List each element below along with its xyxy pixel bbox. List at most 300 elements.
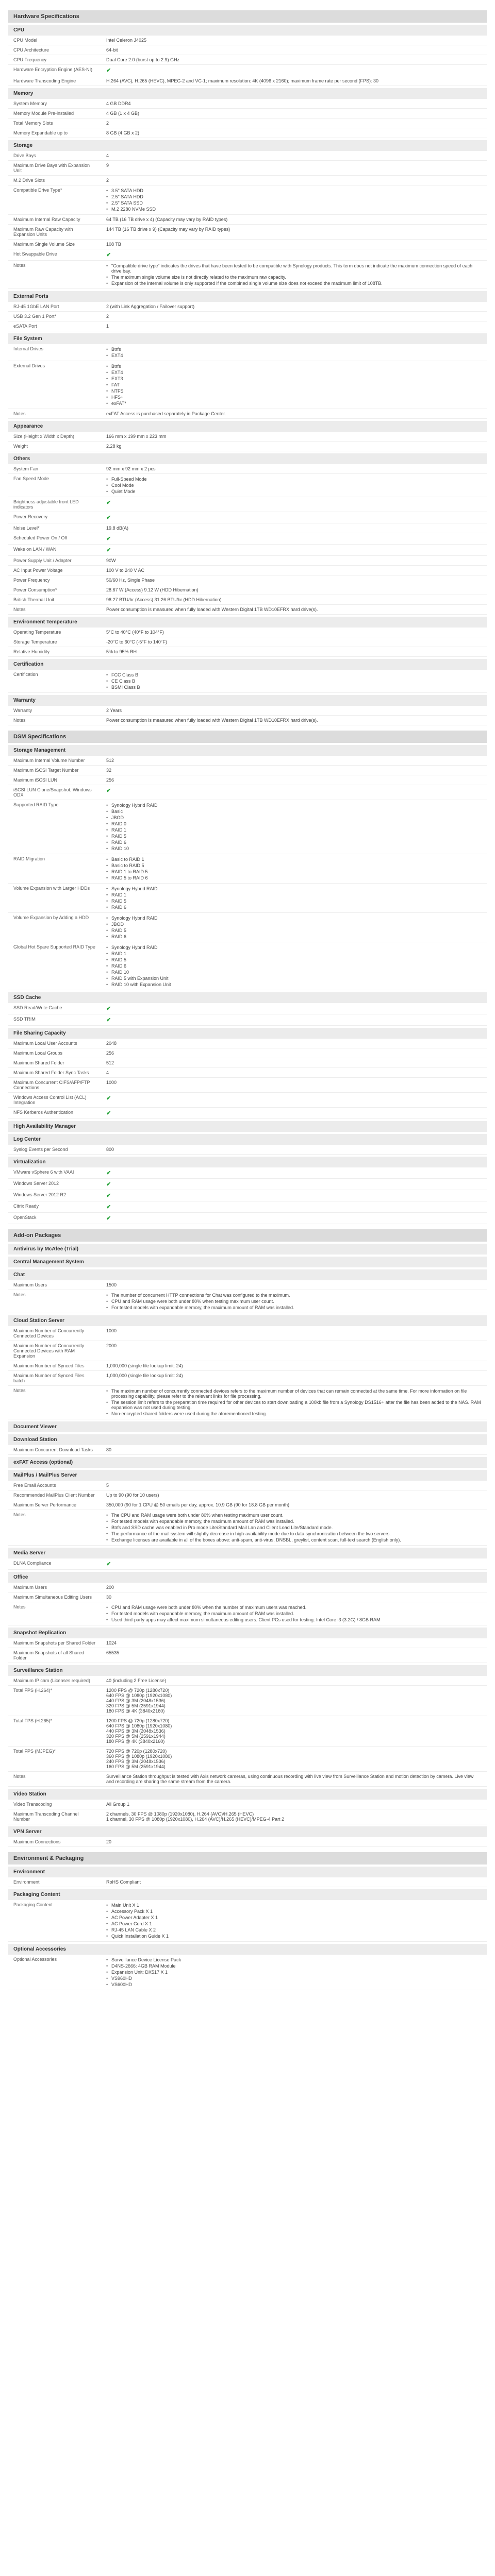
spec-label: Notes (13, 607, 26, 612)
spec-value-line: 1200 FPS @ 720p (1280x720) (106, 1688, 170, 1693)
spec-label: Video Transcoding (13, 1802, 52, 1807)
spec-row (8, 1900, 487, 1942)
spec-row (8, 512, 487, 523)
spec-row (8, 161, 487, 176)
spec-value (101, 474, 487, 497)
group-header: Chat (8, 1269, 487, 1280)
spec-list-item: • Expansion of the internal volume is only supported if the combined single volume size does not exceed the maximum limit of 108TB. (106, 280, 482, 286)
spec-label: Memory Expandable up to (13, 130, 68, 135)
spec-list-item: • exFAT* (106, 400, 482, 406)
spec-label: Maximum Internal Raw Capacity (13, 217, 80, 222)
group-header: Packaging Content (8, 1889, 487, 1900)
spec-row (8, 585, 487, 595)
spec-row (8, 523, 487, 533)
group-header: Document Viewer (8, 1421, 487, 1432)
spec-row (8, 706, 487, 716)
check-icon: ✔ (106, 67, 111, 74)
spec-list-item: • For tested models with expandable memory, the maximum amount of RAM was installed. (106, 1518, 482, 1524)
spec-row (8, 775, 487, 785)
spec-row (8, 1179, 487, 1190)
spec-list (106, 1292, 482, 1311)
spec-value: 4 (106, 1070, 109, 1075)
spec-list (106, 1902, 482, 1939)
group-header: Log Center (8, 1134, 487, 1145)
spec-label: Volume Expansion with Larger HDDs (13, 886, 90, 891)
spec-value: 50/60 Hz, Single Phase (106, 578, 155, 583)
spec-label: Maximum Users (13, 1585, 47, 1590)
spec-label: Total FPS (MJPEG)* (13, 1749, 56, 1754)
spec-row (8, 215, 487, 225)
spec-value: 98.27 BTU/hr (Access) 31.26 BTU/hr (HDD Hibernation) (106, 597, 222, 602)
spec-value-line: 2 channels, 30 FPS @ 1080p (1920x1080), H.264 (AVC)/H.265 (HEVC) (106, 1811, 254, 1817)
spec-row (8, 1800, 487, 1809)
group-header: File Sharing Capacity (8, 1028, 487, 1039)
spec-row (8, 1048, 487, 1058)
check-icon: ✔ (106, 536, 111, 542)
spec-list-item: • The session limit refers to the preparation time required for other devices to start downloading a 100kb file from a Synology DS1516+ after the file has been added to the NAS. RAM expansion was not used during testing. (106, 1399, 482, 1411)
spec-value (101, 942, 487, 990)
group-header: Video Station (8, 1789, 487, 1800)
spec-label: Notes (13, 411, 26, 416)
spec-list-item: • Basic (106, 808, 482, 815)
spec-row (8, 128, 487, 138)
spec-value: 1024 (106, 1640, 117, 1646)
spec-row (8, 76, 487, 86)
spec-label: iSCSI LUN Clone/Snapshot, Windows ODX (13, 787, 92, 798)
spec-row (8, 1213, 487, 1224)
spec-value (101, 1602, 487, 1625)
spec-row (8, 1716, 487, 1747)
spec-label: Maximum Concurrent CIFS/AFP/FTP Connections (13, 1080, 90, 1090)
check-icon: ✔ (106, 500, 111, 506)
spec-row (8, 464, 487, 474)
spec-list-item: • Quiet Mode (106, 488, 482, 495)
spec-value (101, 1955, 487, 1990)
spec-label: Supported RAID Type (13, 802, 59, 807)
spec-value (101, 1686, 487, 1716)
spec-label: Power Recovery (13, 514, 48, 519)
spec-value (101, 65, 487, 76)
spec-value: 80 (106, 1447, 112, 1452)
spec-row (8, 913, 487, 942)
spec-row (8, 1003, 487, 1014)
spec-row (8, 65, 487, 76)
spec-value: 2 (106, 121, 109, 126)
spec-list (106, 856, 482, 881)
spec-row (8, 854, 487, 884)
group-header: Environment Temperature (8, 617, 487, 628)
spec-row (8, 36, 487, 45)
group-header: SSD Cache (8, 992, 487, 1003)
spec-row (8, 1490, 487, 1500)
spec-label: SSD Read/Write Cache (13, 1005, 62, 1010)
spec-label: Hardware Transcoding Engine (13, 78, 76, 83)
spec-label: Maximum Number of Concurrently Connected Devices with RAM Expansion (13, 1343, 85, 1359)
group-header: Appearance (8, 421, 487, 432)
spec-list-item: • RAID 1 (106, 827, 482, 833)
spec-list-item: • The maximum number of concurrently connected devices refers to the maximum number of devices that can remain connected at the same time. For more information on file processing capability, please refer to the relevant links for file processing. (106, 1388, 482, 1399)
spec-value: 2 (106, 314, 109, 319)
spec-row (8, 1093, 487, 1108)
spec-list-item: • Basic to RAID 1 (106, 856, 482, 862)
spec-row (8, 118, 487, 128)
spec-value: 4 GB DDR4 (106, 101, 131, 106)
spec-row (8, 1809, 487, 1824)
spec-row (8, 533, 487, 545)
spec-list-item: • Expansion Unit: DX517 X 1 (106, 1969, 482, 1975)
spec-value: 64-bit (106, 47, 118, 53)
spec-value-line: 240 FPS @ 3M (2048x1536) (106, 1759, 166, 1764)
spec-row (8, 1747, 487, 1772)
spec-list-item: • Synology Hybrid RAID (106, 944, 482, 951)
spec-list-item: • RAID 5 (106, 957, 482, 963)
spec-value-line: 440 FPS @ 3M (2048x1536) (106, 1728, 166, 1734)
spec-list (106, 802, 482, 852)
group-header: File System (8, 333, 487, 344)
spec-list-item: • Non-encrypted shared folders were used during the aforementioned testing. (106, 1411, 482, 1417)
spec-list (106, 944, 482, 988)
spec-label: Maximum Concurrent Download Tasks (13, 1447, 93, 1452)
spec-label: Maximum Snapshots per Shared Folder (13, 1640, 96, 1646)
spec-row (8, 1326, 487, 1341)
spec-value-line: 160 FPS @ 5M (2591x1944) (106, 1764, 166, 1769)
spec-value (101, 249, 487, 260)
spec-label: Hardware Encryption Engine (AES-NI) (13, 67, 93, 72)
group-header: Memory (8, 88, 487, 99)
spec-value: 8 GB (4 GB x 2) (106, 130, 140, 135)
spec-label: Maximum Local User Accounts (13, 1041, 77, 1046)
spec-list-item: • Used third-party apps may affect maximum simultaneous editing users. Client PCs used for testing: Intel Core i3 (3.2G) / 8GB RAM (106, 1617, 482, 1623)
spec-row (8, 545, 487, 556)
group-header: Snapshot Replication (8, 1628, 487, 1638)
spec-label: NFS Kerberos Authentication (13, 1110, 74, 1115)
check-icon: ✔ (106, 1017, 111, 1023)
spec-row (8, 432, 487, 442)
spec-row (8, 261, 487, 289)
spec-row (8, 595, 487, 605)
spec-value: 65535 (106, 1650, 120, 1655)
check-icon: ✔ (106, 788, 111, 794)
check-icon: ✔ (106, 547, 111, 553)
spec-row (8, 1638, 487, 1648)
group-header: Storage (8, 140, 487, 151)
spec-value (101, 1190, 487, 1201)
spec-row (8, 628, 487, 637)
spec-label: Windows Server 2012 (13, 1181, 59, 1186)
spec-value-line: 320 FPS @ 5M (2591x1944) (106, 1734, 166, 1739)
spec-label: Scheduled Power On / Off (13, 535, 68, 540)
spec-list-item: • RAID 5 (106, 833, 482, 839)
spec-value: 166 mm x 199 mm x 223 mm (106, 434, 167, 439)
spec-value: 800 (106, 1147, 114, 1152)
spec-label: Certification (13, 672, 38, 677)
spec-list-item: • CPU and RAM usage were both under 80% when testing maximum user count. (106, 1298, 482, 1304)
spec-value: Intel Celeron J4025 (106, 38, 147, 43)
spec-list-item: • RAID 10 with Expansion Unit (106, 981, 482, 988)
spec-value: 1000 (106, 1080, 117, 1085)
spec-row (8, 1481, 487, 1490)
spec-row (8, 647, 487, 657)
spec-list-item: • RAID 1 to RAID 5 (106, 869, 482, 875)
spec-list-item: • The number of concurrent HTTP connections for Chat was configured to the maximum. (106, 1292, 482, 1298)
group-header: Surveillance Station (8, 1665, 487, 1676)
spec-value: 350,000 (90 for 1 CPU @ 50 emails per day, approx. 10.9 GB (90 for 18.8 GB per month) (106, 1502, 290, 1507)
spec-list-item: • D4NS-2666: 4GB RAM Module (106, 1963, 482, 1969)
spec-value: 1 (106, 324, 109, 329)
spec-value (101, 1510, 487, 1545)
check-icon: ✔ (106, 515, 111, 521)
spec-row (8, 756, 487, 766)
spec-value: 256 (106, 777, 114, 783)
spec-list-item: • FCC Class B (106, 672, 482, 678)
group-header: High Availability Manager (8, 1121, 487, 1132)
spec-value: 1500 (106, 1282, 117, 1287)
spec-list-item: • RAID 6 (106, 963, 482, 969)
spec-value: 512 (106, 1060, 114, 1065)
group-header: Media Server (8, 1548, 487, 1558)
spec-list-item: • RAID 6 (106, 934, 482, 940)
spec-value (101, 854, 487, 883)
spec-list (106, 346, 482, 359)
spec-list (106, 363, 482, 406)
spec-label: AC Input Power Voltage (13, 568, 63, 573)
spec-label: RJ-45 1GbE LAN Port (13, 304, 59, 309)
spec-label: Maximum IP cam (Licenses required) (13, 1678, 90, 1683)
spec-value: 1,000,000 (single file lookup limit: 24) (106, 1373, 183, 1378)
spec-value (101, 1900, 487, 1941)
spec-value: 92 mm x 92 mm x 2 pcs (106, 466, 156, 471)
spec-label: Fan Speed Mode (13, 476, 50, 481)
spec-label: M.2 Drive Slots (13, 178, 45, 183)
spec-label: Warranty (13, 708, 32, 713)
spec-row (8, 225, 487, 240)
spec-list-item: • RAID 6 (106, 839, 482, 845)
spec-value (101, 1809, 487, 1824)
spec-value-line: 640 FPS @ 1080p (1920x1080) (106, 1693, 172, 1698)
spec-value: 5°C to 40°C (40°F to 104°F) (106, 630, 164, 635)
spec-value: 100 V to 240 V AC (106, 568, 145, 573)
spec-row (8, 1386, 487, 1419)
spec-row (8, 637, 487, 647)
spec-label: Relative Humidity (13, 649, 50, 654)
spec-label: Maximum Transcoding Channel Number (13, 1811, 79, 1822)
spec-value: 9 (106, 163, 109, 168)
spec-value (101, 1716, 487, 1746)
spec-list-item: • M.2 2280 NVMe SSD (106, 206, 482, 212)
check-icon: ✔ (106, 1181, 111, 1188)
spec-value (101, 785, 487, 800)
spec-row (8, 1837, 487, 1847)
spec-row (8, 1361, 487, 1371)
spec-value: 90W (106, 558, 116, 563)
spec-value (101, 913, 487, 942)
spec-value: 28.67 W (Access) 9.12 W (HDD Hibernation) (106, 587, 199, 592)
spec-value: exFAT Access is purchased separately in Package Center. (106, 411, 226, 416)
spec-row (8, 556, 487, 566)
spec-row (8, 942, 487, 990)
spec-row (8, 1078, 487, 1093)
spec-row (8, 109, 487, 118)
spec-label: Windows Server 2012 R2 (13, 1192, 67, 1197)
spec-list (106, 476, 482, 495)
spec-list-item: • For tested models with expandable memory, the maximum amount of RAM was installed. (106, 1611, 482, 1617)
spec-value-line: 640 FPS @ 1080p (1920x1080) (106, 1723, 172, 1728)
spec-label: Maximum Local Groups (13, 1050, 63, 1056)
spec-row (8, 1602, 487, 1625)
spec-value-line: 1200 FPS @ 720p (1280x720) (106, 1718, 170, 1723)
spec-row (8, 1190, 487, 1201)
spec-value: 30 (106, 1595, 112, 1600)
spec-label: Total Memory Slots (13, 121, 53, 126)
spec-row (8, 409, 487, 419)
spec-value (101, 512, 487, 523)
spec-label: Notes (13, 1604, 26, 1609)
spec-value: 20 (106, 1839, 112, 1844)
spec-value (101, 1558, 487, 1569)
spec-label: Power Consumption* (13, 587, 57, 592)
spec-list-item: • Exchange licenses are available in all of the boxes above: anti-spam, anti-virus, DNSBL, greylist, content scan, full-text search (English only). (106, 1537, 482, 1543)
group-header: Central Management System (8, 1257, 487, 1267)
spec-label: Maximum Snapshots of all Shared Folder (13, 1650, 85, 1660)
spec-row (8, 716, 487, 725)
check-icon: ✔ (106, 1215, 111, 1222)
spec-row (8, 1500, 487, 1510)
spec-value (101, 497, 487, 512)
spec-row (8, 1068, 487, 1078)
spec-list-item: • VS600HD (106, 1981, 482, 1988)
section-header: Environment & Packaging (8, 1852, 487, 1865)
spec-label: Wake on LAN / WAN (13, 547, 57, 552)
spec-list-item: • Btrfs (106, 346, 482, 352)
spec-value-line: 320 FPS @ 5M (2591x1944) (106, 1703, 166, 1708)
spec-row (8, 1167, 487, 1179)
spec-list-item: • RAID 5 (106, 898, 482, 904)
spec-label: Free Email Accounts (13, 1483, 56, 1488)
spec-label: Hot Swappable Drive (13, 251, 57, 257)
spec-label: Noise Level* (13, 526, 40, 531)
spec-value-line: 360 FPS @ 1080p (1920x1080) (106, 1754, 172, 1759)
group-header: MailPlus / MailPlus Server (8, 1470, 487, 1481)
spec-row (8, 1676, 487, 1686)
spec-value: 200 (106, 1585, 114, 1590)
spec-row (8, 605, 487, 615)
spec-list-item: • RAID 5 (106, 927, 482, 934)
spec-value: 2.28 kg (106, 444, 122, 449)
spec-value: 64 TB (16 TB drive x 4) (Capacity may vary by RAID types) (106, 217, 228, 222)
spec-value (101, 1167, 487, 1178)
spec-row (8, 1686, 487, 1716)
spec-row (8, 249, 487, 261)
spec-list-item: • 2.5" SATA SSD (106, 200, 482, 206)
group-header: VPN Server (8, 1826, 487, 1837)
spec-row (8, 344, 487, 361)
spec-value-line: 180 FPS @ 4K (3840x2160) (106, 1739, 165, 1744)
group-header: External Ports (8, 291, 487, 302)
spec-list (106, 263, 482, 286)
spec-row (8, 1280, 487, 1290)
spec-row (8, 1955, 487, 1990)
spec-row (8, 1058, 487, 1068)
group-header: Virtualization (8, 1157, 487, 1167)
spec-value (101, 1747, 487, 1771)
spec-list (106, 672, 482, 690)
spec-list-item: • AC Power Adapter X 1 (106, 1914, 482, 1921)
spec-row (8, 321, 487, 331)
spec-label: Internal Drives (13, 346, 44, 351)
spec-label: Maximum Number of Synced Files (13, 1363, 85, 1368)
spec-list-item: • The performance of the mail system will slightly decrease in high-availability mode due to data synchronization between the two servers. (106, 1531, 482, 1537)
check-icon: ✔ (106, 1193, 111, 1199)
spec-list-item: • Quick Installation Guide X 1 (106, 1933, 482, 1939)
spec-row (8, 176, 487, 185)
spec-value (101, 670, 487, 692)
spec-row (8, 474, 487, 497)
spec-label: Memory Module Pre-installed (13, 111, 74, 116)
spec-list-item: • RAID 10 (106, 969, 482, 975)
spec-value (101, 361, 487, 409)
spec-list-item: • Surveillance Device License Pack (106, 1957, 482, 1963)
spec-label: Drive Bays (13, 153, 36, 158)
spec-value (101, 533, 487, 544)
spec-row (8, 1145, 487, 1155)
spec-value: 2000 (106, 1343, 117, 1348)
spec-list-item: • JBOD (106, 815, 482, 821)
spec-label: Maximum Connections (13, 1839, 61, 1844)
spec-label: Volume Expansion by Adding a HDD (13, 915, 89, 920)
spec-label: External Drives (13, 363, 45, 368)
spec-list-item: • RAID 6 (106, 904, 482, 910)
spec-value-line: 1 channel, 30 FPS @ 1080p (1920x1080), H.264 (AVC)/H.265 (HEVC)/MPEG-4 Part 2 (106, 1817, 285, 1822)
spec-row (8, 45, 487, 55)
spec-row (8, 1039, 487, 1048)
spec-value (101, 344, 487, 361)
spec-list-item: • Synology Hybrid RAID (106, 802, 482, 808)
spec-list-item: • EXT4 (106, 352, 482, 359)
group-header: Others (8, 453, 487, 464)
spec-list-item: • RJ-45 LAN Cable X 2 (106, 1927, 482, 1933)
spec-list (106, 1388, 482, 1417)
spec-label: CPU Model (13, 38, 38, 43)
spec-value: 256 (106, 1050, 114, 1056)
spec-label: CPU Frequency (13, 57, 47, 62)
spec-list-item: • Basic to RAID 5 (106, 862, 482, 869)
section-header: Hardware Specifications (8, 10, 487, 23)
group-header: Optional Accessories (8, 1944, 487, 1955)
spec-label: OpenStack (13, 1215, 37, 1220)
spec-list-item: • 3.5" SATA HDD (106, 188, 482, 194)
spec-value (101, 545, 487, 555)
spec-value (101, 1093, 487, 1107)
spec-list-item: • NTFS (106, 388, 482, 394)
spec-value (101, 1108, 487, 1118)
spec-label: Size (Height x Width x Depth) (13, 434, 75, 439)
spec-list-item: • FAT (106, 382, 482, 388)
spec-list (106, 1957, 482, 1988)
spec-value: 2 Years (106, 708, 122, 713)
spec-label: Weight (13, 444, 28, 449)
spec-value: 19.8 dB(A) (106, 526, 129, 531)
spec-row (8, 55, 487, 65)
spec-label: Recommended MailPlus Client Number (13, 1493, 95, 1498)
spec-label: Power Supply Unit / Adapter (13, 558, 72, 563)
spec-list-item: • Synology Hybrid RAID (106, 886, 482, 892)
spec-list-item: • Btrfs (106, 363, 482, 369)
check-icon: ✔ (106, 1006, 111, 1012)
spec-label: VMware vSphere 6 with VAAI (13, 1170, 74, 1175)
spec-row (8, 1877, 487, 1887)
spec-row (8, 1583, 487, 1592)
spec-value: H.264 (AVC), H.265 (HEVC), MPEG-2 and VC-1; maximum resolution: 4K (4096 x 2160); maximum frame rate per second (FPS): 30 (106, 78, 379, 83)
